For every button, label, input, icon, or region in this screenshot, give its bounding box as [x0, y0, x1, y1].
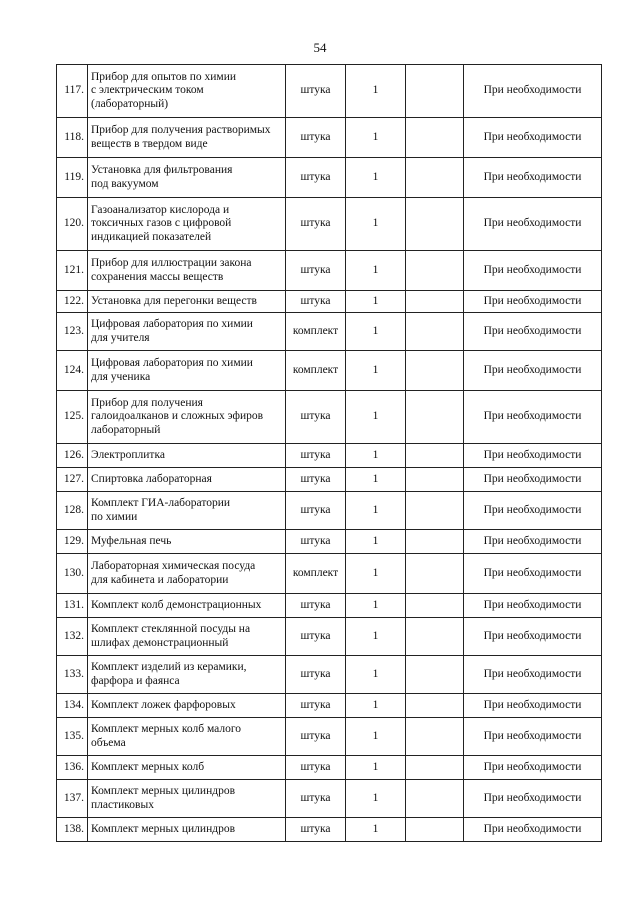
table-row — [57, 198, 602, 251]
empty-cell — [406, 554, 464, 594]
item-unit: штука — [286, 158, 346, 198]
row-number: 118. — [57, 118, 88, 158]
item-unit: штука — [286, 444, 346, 468]
item-name: Комплект мерных цилиндров пластиковых — [88, 780, 286, 818]
item-note: При необходимости — [464, 291, 602, 313]
empty-cell — [406, 492, 464, 530]
item-quantity: 1 — [346, 718, 406, 756]
item-name: Электроплитка — [88, 444, 286, 468]
empty-cell — [406, 780, 464, 818]
item-unit: штука — [286, 251, 346, 291]
item-name: Лабораторная химическая посуда для кабинета и лаборатории — [88, 554, 286, 594]
row-number: 131. — [57, 594, 88, 618]
item-note: При необходимости — [464, 158, 602, 198]
item-note: При необходимости — [464, 351, 602, 391]
table-row — [57, 594, 602, 618]
empty-cell — [406, 291, 464, 313]
item-name: Комплект мерных цилиндров — [88, 818, 286, 842]
item-note: При необходимости — [464, 313, 602, 351]
page-number: 54 — [313, 40, 327, 55]
table-row — [57, 65, 602, 118]
item-quantity: 1 — [346, 444, 406, 468]
empty-cell — [406, 468, 464, 492]
item-name: Муфельная печь — [88, 530, 286, 554]
item-note: При необходимости — [464, 818, 602, 842]
item-name: Прибор для получения галоидоалканов и сложных эфиров лабораторный — [88, 391, 286, 444]
item-note: При необходимости — [464, 618, 602, 656]
item-quantity: 1 — [346, 694, 406, 718]
item-quantity: 1 — [346, 391, 406, 444]
table-row — [57, 313, 602, 351]
item-quantity: 1 — [346, 656, 406, 694]
empty-cell — [406, 198, 464, 251]
item-quantity: 1 — [346, 554, 406, 594]
item-unit: штука — [286, 818, 346, 842]
item-unit: штука — [286, 694, 346, 718]
item-quantity: 1 — [346, 530, 406, 554]
item-note: При необходимости — [464, 694, 602, 718]
item-quantity: 1 — [346, 65, 406, 118]
row-number: 138. — [57, 818, 88, 842]
table-row — [57, 818, 602, 842]
item-quantity: 1 — [346, 291, 406, 313]
item-name: Цифровая лаборатория по химии для ученика — [88, 351, 286, 391]
empty-cell — [406, 158, 464, 198]
empty-cell — [406, 118, 464, 158]
item-unit: штука — [286, 65, 346, 118]
item-note: При необходимости — [464, 492, 602, 530]
item-note: При необходимости — [464, 554, 602, 594]
item-quantity: 1 — [346, 251, 406, 291]
table-row — [57, 694, 602, 718]
item-unit: штука — [286, 492, 346, 530]
item-name: Комплект колб демонстрационных — [88, 594, 286, 618]
item-name: Комплект мерных колб — [88, 756, 286, 780]
item-name: Установка для фильтрования под вакуумом — [88, 158, 286, 198]
table-row — [57, 291, 602, 313]
table-row — [57, 656, 602, 694]
item-name: Комплект стеклянной посуды на шлифах демонстрационный — [88, 618, 286, 656]
empty-cell — [406, 65, 464, 118]
table-row — [57, 492, 602, 530]
row-number: 123. — [57, 313, 88, 351]
row-number: 117. — [57, 65, 88, 118]
item-unit: штука — [286, 718, 346, 756]
empty-cell — [406, 618, 464, 656]
row-number: 130. — [57, 554, 88, 594]
item-name: Установка для перегонки веществ — [88, 291, 286, 313]
item-quantity: 1 — [346, 756, 406, 780]
row-number: 136. — [57, 756, 88, 780]
row-number: 133. — [57, 656, 88, 694]
item-name: Газоанализатор кислорода и токсичных газов с цифровой индикацией показателей — [88, 198, 286, 251]
item-unit: штука — [286, 291, 346, 313]
item-quantity: 1 — [346, 351, 406, 391]
item-quantity: 1 — [346, 158, 406, 198]
item-quantity: 1 — [346, 198, 406, 251]
item-quantity: 1 — [346, 492, 406, 530]
row-number: 137. — [57, 780, 88, 818]
empty-cell — [406, 530, 464, 554]
table-row — [57, 718, 602, 756]
row-number: 120. — [57, 198, 88, 251]
empty-cell — [406, 251, 464, 291]
row-number: 122. — [57, 291, 88, 313]
item-unit: комплект — [286, 351, 346, 391]
table-row — [57, 554, 602, 594]
item-quantity: 1 — [346, 594, 406, 618]
table-row — [57, 158, 602, 198]
item-note: При необходимости — [464, 780, 602, 818]
item-unit: штука — [286, 198, 346, 251]
empty-cell — [406, 391, 464, 444]
table-row — [57, 351, 602, 391]
item-unit: штука — [286, 756, 346, 780]
item-unit: штука — [286, 656, 346, 694]
item-unit: штука — [286, 594, 346, 618]
table-row — [57, 251, 602, 291]
row-number: 135. — [57, 718, 88, 756]
item-unit: штука — [286, 780, 346, 818]
item-name: Спиртовка лабораторная — [88, 468, 286, 492]
table-row — [57, 391, 602, 444]
row-number: 128. — [57, 492, 88, 530]
empty-cell — [406, 756, 464, 780]
empty-cell — [406, 351, 464, 391]
item-note: При необходимости — [464, 530, 602, 554]
empty-cell — [406, 313, 464, 351]
item-note: При необходимости — [464, 391, 602, 444]
item-unit: штука — [286, 618, 346, 656]
item-quantity: 1 — [346, 468, 406, 492]
row-number: 129. — [57, 530, 88, 554]
row-number: 119. — [57, 158, 88, 198]
item-quantity: 1 — [346, 780, 406, 818]
row-number: 132. — [57, 618, 88, 656]
item-note: При необходимости — [464, 444, 602, 468]
table-body — [57, 65, 602, 842]
item-note: При необходимости — [464, 594, 602, 618]
item-note: При необходимости — [464, 251, 602, 291]
item-quantity: 1 — [346, 818, 406, 842]
table-row — [57, 468, 602, 492]
item-unit: штука — [286, 391, 346, 444]
item-name: Прибор для опытов по химии с электрическим током (лабораторный) — [88, 65, 286, 118]
item-unit: комплект — [286, 313, 346, 351]
item-note: При необходимости — [464, 65, 602, 118]
item-unit: штука — [286, 530, 346, 554]
item-name: Прибор для получения растворимых веществ в твердом виде — [88, 118, 286, 158]
item-name: Комплект ложек фарфоровых — [88, 694, 286, 718]
row-number: 125. — [57, 391, 88, 444]
item-note: При необходимости — [464, 198, 602, 251]
table-row — [57, 444, 602, 468]
table-row — [57, 780, 602, 818]
item-name: Комплект ГИА-лаборатории по химии — [88, 492, 286, 530]
item-name: Прибор для иллюстрации закона сохранения массы веществ — [88, 251, 286, 291]
row-number: 127. — [57, 468, 88, 492]
item-note: При необходимости — [464, 468, 602, 492]
table-row — [57, 618, 602, 656]
equipment-table — [56, 64, 602, 842]
item-name: Цифровая лаборатория по химии для учителя — [88, 313, 286, 351]
table-row — [57, 756, 602, 780]
item-quantity: 1 — [346, 313, 406, 351]
item-quantity: 1 — [346, 118, 406, 158]
item-name: Комплект изделий из керамики, фарфора и фаянса — [88, 656, 286, 694]
row-number: 126. — [57, 444, 88, 468]
item-unit: комплект — [286, 554, 346, 594]
empty-cell — [406, 694, 464, 718]
table-row — [57, 118, 602, 158]
row-number: 121. — [57, 251, 88, 291]
item-note: При необходимости — [464, 118, 602, 158]
empty-cell — [406, 718, 464, 756]
table-row — [57, 530, 602, 554]
item-name: Комплект мерных колб малого объема — [88, 718, 286, 756]
empty-cell — [406, 594, 464, 618]
row-number: 124. — [57, 351, 88, 391]
item-unit: штука — [286, 468, 346, 492]
item-unit: штука — [286, 118, 346, 158]
item-quantity: 1 — [346, 618, 406, 656]
empty-cell — [406, 818, 464, 842]
row-number: 134. — [57, 694, 88, 718]
item-note: При необходимости — [464, 656, 602, 694]
empty-cell — [406, 444, 464, 468]
empty-cell — [406, 656, 464, 694]
item-note: При необходимости — [464, 718, 602, 756]
item-note: При необходимости — [464, 756, 602, 780]
